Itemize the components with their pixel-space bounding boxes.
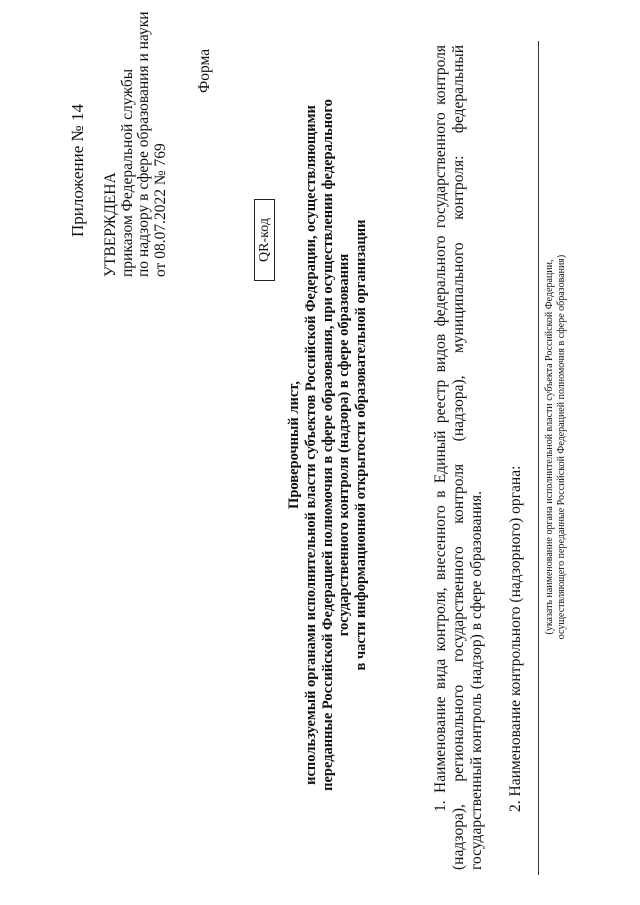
hint-line: (указать наименование органа исполнительной власти субъекта Российской Федерации, <box>544 259 555 635</box>
title-line: Проверочный лист, <box>286 381 302 509</box>
title-line: в части информационной открытости образовательной организации <box>353 219 370 671</box>
item-1-paragraph <box>432 45 486 870</box>
approval-line: УТВЕРЖДЕНА <box>102 172 119 277</box>
item-2-label: 2. Наименование контрольного (надзорного) органа: <box>507 465 524 812</box>
item-1-line: государственный контроль (надзор) в сфере образования. <box>468 490 485 870</box>
approval-line: приказом Федеральной службы <box>118 68 136 277</box>
title-line: используемый органами исполнительной власти субъектов Российской Федерации, осуществляющими <box>302 105 319 785</box>
document-title <box>286 65 370 825</box>
title-line: государственного контроля (надзора) в сфере образования <box>336 253 353 637</box>
field-hint <box>544 209 568 685</box>
approval-line: от 08.07.2022 № 769 <box>151 143 169 277</box>
approval-block <box>103 11 169 277</box>
item-1-line: 1. Наименование вида контроля, внесенного в Единый реестр видов федерального государственного контроля <box>432 45 449 812</box>
title-line: переданные Российской Федерацией полномочия в сфере образования, при осуществлении федерального <box>319 99 336 791</box>
form-label: Форма <box>196 48 213 93</box>
approval-line: по надзору в сфере образования и науки <box>135 11 152 277</box>
fill-in-line <box>538 41 539 875</box>
item-1-line: (надзора), регионального государственного контроля (надзора), муниципального контроля: федеральный <box>450 45 467 870</box>
appendix-label: Приложение № 14 <box>68 104 87 237</box>
qr-code-placeholder: QR-код <box>254 199 275 281</box>
hint-line: осуществляющего переданные Российской Федерацией полномочия в сфере образования) <box>556 254 567 640</box>
